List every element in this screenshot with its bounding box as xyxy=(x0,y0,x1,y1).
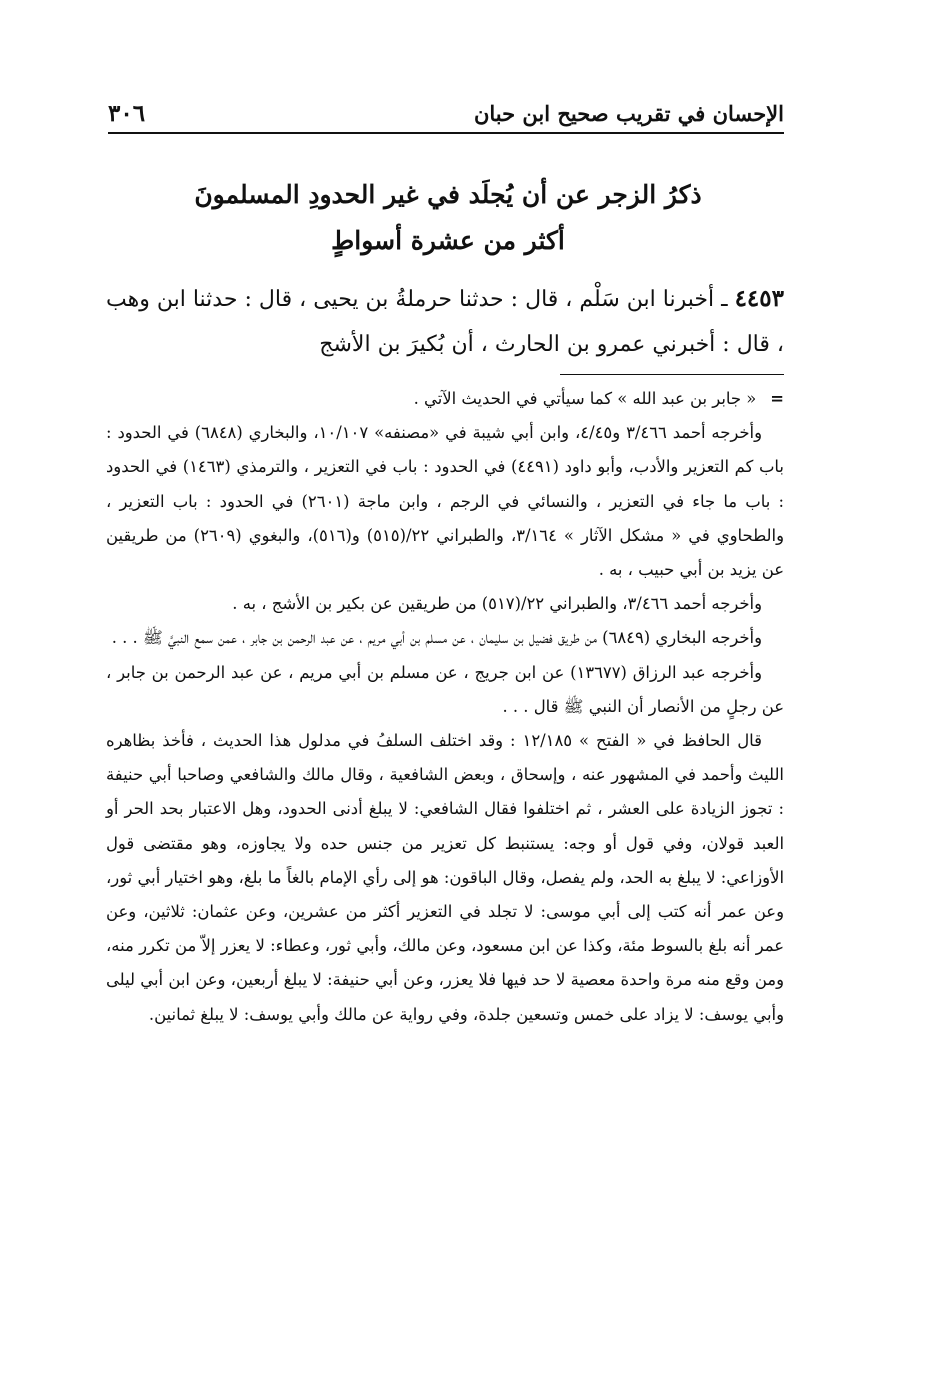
chapter-title-line-1: ذكرُ الزجر عن أن يُجلَد في غير الحدودِ المسلمونَ xyxy=(194,180,702,209)
continuation-marker: = xyxy=(770,389,784,408)
page-number: ٣٠٦ xyxy=(108,100,146,127)
running-title: الإحسان في تقريب صحيح ابن حبان xyxy=(473,101,784,126)
footnote-paragraph: قال الحافظ في « الفتح » ١٢/١٨٥ : وقد اختلف السلفُ في مدلول هذا الحديث ، فأخذ بظاهره الليث وأحمد في المشهور عنه ، وإسحاق ، وبعض الشافعية ، وقال مالك والشافعي وصاحبا أبي حنيفة : تجوز الزيادة على العشر ، ثم اختلفوا فقال الشافعي: لا يبلغ أدنى الحدود، وهل الاعتبار بحد الحر أو العبد قولان، وفي قول أو وجه: يستنبط كل تعزير من جنس حده ولا يجاوزه، وهو مقتضى قول الأوزاعي: لا يبلغ به الحد، ولم يفصل، وقال الباقون: هو إلى رأي الإمام بالغاً ما بلغ، وهو اختيار أبي ثور، وعن عمر أنه كتب إلى أبي موسى: لا تجلد في التعزير أكثر من عشرين، وعن عثمان: ثلاثين، وعن عمر أنه بلغ بالسوط مئة، وكذا عن ابن مسعود، وعن مالك، وأبي ثور، وعطاء: لا يعزر إلاّ من تكرر منه، ومن وقع منه مرة واحدة معصية لا حد فيها فلا يعزر، وعن أبي حنيفة: لا يبلغ أربعين، وعن ابن أبي ليلى وأبي يوسف: لا يزاد على خمس وتسعين جلدة، وفي رواية عن مالك وأبي يوسف: لا يبلغ ثمانين. xyxy=(106,731,784,1024)
footnote-text: « جابر بن عبد الله » كما سيأتي في الحديث الآتي . xyxy=(413,389,757,408)
footnote-paragraph: وأخرجه عبد الرزاق (١٣٦٧٧) عن ابن جريج ، عن مسلم بن أبي مريم ، عن عبد الرحمن بن جابر ، عن رجلٍ من الأنصار أن النبي ﷺ قال . . . xyxy=(106,662,784,716)
footnotes xyxy=(106,382,784,1032)
footnote-separator xyxy=(560,374,784,375)
footnote-paragraph: وأخرجه أحمد ٣/٤٦٦، والطبراني ٢٢/(٥١٧) من طريقين عن بكير بن الأشج ، به . xyxy=(232,594,762,614)
chapter-title-line-2: أكثر من عشرة أسواطٍ xyxy=(331,226,565,255)
footnote-paragraph xyxy=(106,382,784,416)
page-header xyxy=(108,96,784,134)
chapter-title xyxy=(110,172,786,264)
hadith-isnad: ـ أخبرنا ابن سَلْم ، قال : حدثنا حرملةُ بن يحيى ، قال : حدثنا ابن وهب ، قال : أخبرني عمرو بن الحارث ، أن بُكيرَ بن الأشج xyxy=(106,287,784,357)
footnote-paragraph: وأخرجه أحمد ٣/٤٦٦ و٤/٤٥، وابن أبي شيبة في «مصنفه» ١٠/١٠٧، والبخاري (٦٨٤٨) في الحدود : باب كم التعزير والأدب، وأبو داود (٤٤٩١) في الحدود : باب في التعزير ، والترمذي (١٤٦٣) في الحدود : باب ما جاء في التعزير ، والنسائي في الرجم ، وابن ماجة (٢٦٠١) في الحدود : باب التعزير ، والطحاوي في « مشكل الآثار » ٣/١٦٤، والطبراني ٢٢/(٥١٥) و(٥١٦)، والبغوي (٢٦٠٩) من طريقين عن يزيد بن أبي حبيب ، به . xyxy=(106,423,785,580)
hadith-text xyxy=(106,276,784,367)
footnote-paragraph: وأخرجه البخاري (٦٨٤٩) من طريق فضيل بن سليمان ، عن مسلم بن أبي مريم ، عن عبد الرحمن بن جابر ، عمن سمع النبيَّ ﷺ . . . xyxy=(111,628,762,648)
hadith-number: ٤٤٥٣ xyxy=(734,285,784,312)
